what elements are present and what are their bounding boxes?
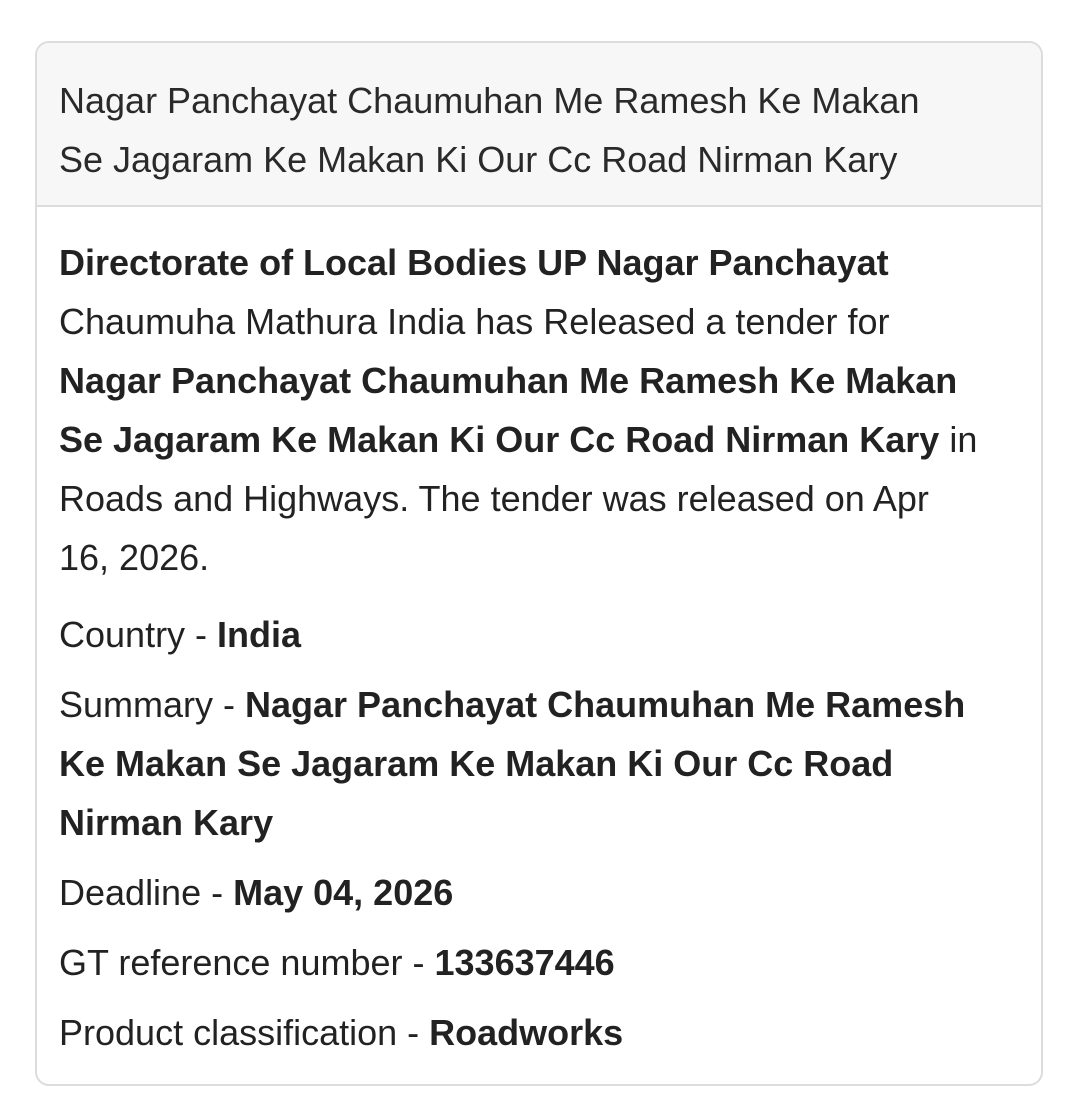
summary-value-2: Ke Makan Se Jagaram Ke Makan Ki Our Cc Road	[59, 743, 894, 784]
tender-details-body	[37, 207, 1041, 1062]
deadline-field	[59, 863, 1019, 922]
summary-line-1	[59, 675, 1019, 734]
country-field	[59, 605, 1019, 664]
deadline-label: Deadline -	[59, 872, 234, 913]
tender-title-header	[37, 43, 1041, 207]
product-classification-label: Product classification -	[59, 1012, 430, 1053]
tender-title-line-2: Se Jagaram Ke Makan Ki Our Cc Road Nirman Kary	[59, 139, 898, 180]
description-line-4	[59, 410, 1019, 469]
tender-description	[59, 233, 1019, 587]
summary-field	[59, 675, 1019, 852]
country-value: India	[217, 614, 302, 655]
description-line-6: 16, 2026.	[59, 537, 210, 578]
country-label: Country -	[59, 614, 218, 655]
product-classification-value: Roadworks	[429, 1012, 624, 1053]
description-line-3: Nagar Panchayat Chaumuhan Me Ramesh Ke Makan	[59, 360, 958, 401]
description-line-4-rest: in	[939, 419, 978, 460]
description-line-2: Chaumuha Mathura India has Released a tender for	[59, 301, 890, 342]
gt-reference-label: GT reference number -	[59, 942, 435, 983]
tender-card	[35, 41, 1043, 1086]
description-line-1: Directorate of Local Bodies UP Nagar Panchayat	[59, 242, 889, 283]
summary-label: Summary -	[59, 684, 246, 725]
gt-reference-field	[59, 933, 1019, 992]
gt-reference-value: 133637446	[434, 942, 615, 983]
description-line-5: Roads and Highways. The tender was released on Apr	[59, 478, 929, 519]
tender-title-line-1: Nagar Panchayat Chaumuhan Me Ramesh Ke Makan	[59, 80, 920, 121]
description-line-4-bold: Se Jagaram Ke Makan Ki Our Cc Road Nirman Kary	[59, 419, 940, 460]
deadline-value: May 04, 2026	[233, 872, 454, 913]
summary-value-1: Nagar Panchayat Chaumuhan Me Ramesh	[245, 684, 966, 725]
summary-value-3: Nirman Kary	[59, 802, 274, 843]
product-classification-field	[59, 1003, 1019, 1062]
